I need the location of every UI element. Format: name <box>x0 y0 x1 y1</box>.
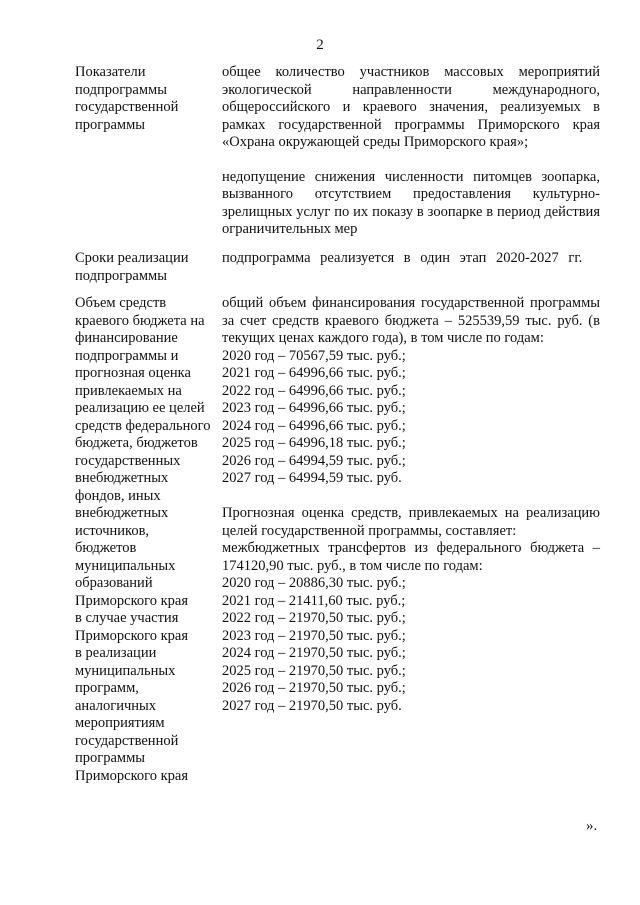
list-item: 2021 год – 64996,66 тыс. руб.; <box>222 365 406 381</box>
label-line: муниципальных <box>75 557 176 574</box>
list-item: 2027 год – 21970,50 тыс. руб. <box>222 697 402 714</box>
list-item: 2021 год – 21411,60 тыс. руб.; <box>222 592 406 609</box>
list-item: 2025 год – 64996,18 тыс. руб.; <box>222 435 406 451</box>
label-line: внебюджетных <box>75 505 169 521</box>
label-line: источников, <box>75 522 150 539</box>
label-line: муниципальных <box>75 662 176 679</box>
label-line: финансирование <box>75 330 178 346</box>
label-line: программы <box>75 750 145 766</box>
label-line: Приморского края <box>75 627 189 644</box>
list-item: 2023 год – 64996,66 тыс. руб.; <box>222 400 406 416</box>
label-line: программы <box>75 116 145 133</box>
label-line: внебюджетных <box>75 470 169 486</box>
label-line: краевого бюджета на <box>75 312 205 329</box>
terms-text: подпрограмма реализуется в один этап 2020-2027 гг. <box>222 250 583 266</box>
terms-content <box>222 250 600 268</box>
label-line: подпрограммы и <box>75 347 179 364</box>
label-line: прогнозная оценка <box>75 365 191 381</box>
label-line: государственной <box>75 732 179 749</box>
funding-label <box>75 295 220 785</box>
label-line: программ, <box>75 680 139 696</box>
list-item: 2022 год – 64996,66 тыс. руб.; <box>222 382 406 399</box>
label-line: бюджетов <box>75 540 137 556</box>
label-line: Приморского края <box>75 592 189 609</box>
label-line: образований <box>75 575 153 591</box>
list-item: 2022 год – 21970,50 тыс. руб.; <box>222 610 406 626</box>
label-line: Объем средств <box>75 295 167 311</box>
list-item: 2027 год – 64994,59 тыс. руб. <box>222 470 402 486</box>
label-line: Сроки реализации <box>75 250 189 266</box>
funding-content <box>222 295 600 715</box>
indicators-content <box>222 64 600 239</box>
label-line: средств федерального <box>75 417 211 434</box>
list-item: 2026 год – 21970,50 тыс. руб.; <box>222 680 406 696</box>
indicators-label <box>75 64 220 134</box>
label-line: Показатели <box>75 64 146 80</box>
closing-quote-mark: ». <box>586 818 598 834</box>
regional-years-list <box>222 348 600 488</box>
label-line: бюджета, бюджетов <box>75 435 198 451</box>
label-line: государственной <box>75 99 179 115</box>
federal-budget-intro: межбюджетных трансфертов из федерального бюджета – 174120,90 тыс. руб., в том числе по годам: <box>222 540 600 574</box>
indicators-paragraph-2: недопущение снижения численности питомцев зоопарка, вызванного отсутствием предоставления культурно-зрелищных услуг по их показу в зоопарке в период действия ограничительных мер <box>222 168 600 237</box>
list-item: 2020 год – 70567,59 тыс. руб.; <box>222 347 406 364</box>
label-line: подпрограммы <box>75 81 167 98</box>
label-line: в реализации <box>75 645 157 661</box>
label-line: привлекаемых на <box>75 382 182 399</box>
page-number: 2 <box>316 37 324 53</box>
list-item: 2024 год – 21970,50 тыс. руб.; <box>222 645 406 661</box>
list-item: 2020 год – 20886,30 тыс. руб.; <box>222 575 406 591</box>
label-line: реализацию ее целей <box>75 400 205 416</box>
label-line: государственных <box>75 452 181 469</box>
regional-budget-intro: общий объем финансирования государственной программы за счет средств краевого бюджета – 525539,59 тыс. руб. (в текущих ценах каждого года), в том числе по годам: <box>222 295 600 346</box>
list-item: 2023 год – 21970,50 тыс. руб.; <box>222 627 406 644</box>
label-line: подпрограммы <box>75 267 167 284</box>
list-item: 2025 год – 21970,50 тыс. руб.; <box>222 662 406 679</box>
indicators-paragraph-1: общее количество участников массовых мероприятий экологической направленности международного, общероссийского и краевого значения, реализуемых в рамках государственной программы Приморского края «Охрана окружающей среды Приморского края»; <box>222 64 600 150</box>
label-line: мероприятиям <box>75 715 165 731</box>
label-line: Приморского края <box>75 767 189 784</box>
list-item: 2026 год – 64994,59 тыс. руб.; <box>222 452 406 469</box>
forecast-intro: Прогнозная оценка средств, привлекаемых на реализацию целей государственной программы, составляет: <box>222 505 600 539</box>
list-item: 2024 год – 64996,66 тыс. руб.; <box>222 417 406 434</box>
label-line: фондов, иных <box>75 487 161 504</box>
label-line: аналогичных <box>75 697 156 714</box>
label-line: в случае участия <box>75 610 179 626</box>
federal-years-list <box>222 575 600 715</box>
terms-label <box>75 250 220 285</box>
